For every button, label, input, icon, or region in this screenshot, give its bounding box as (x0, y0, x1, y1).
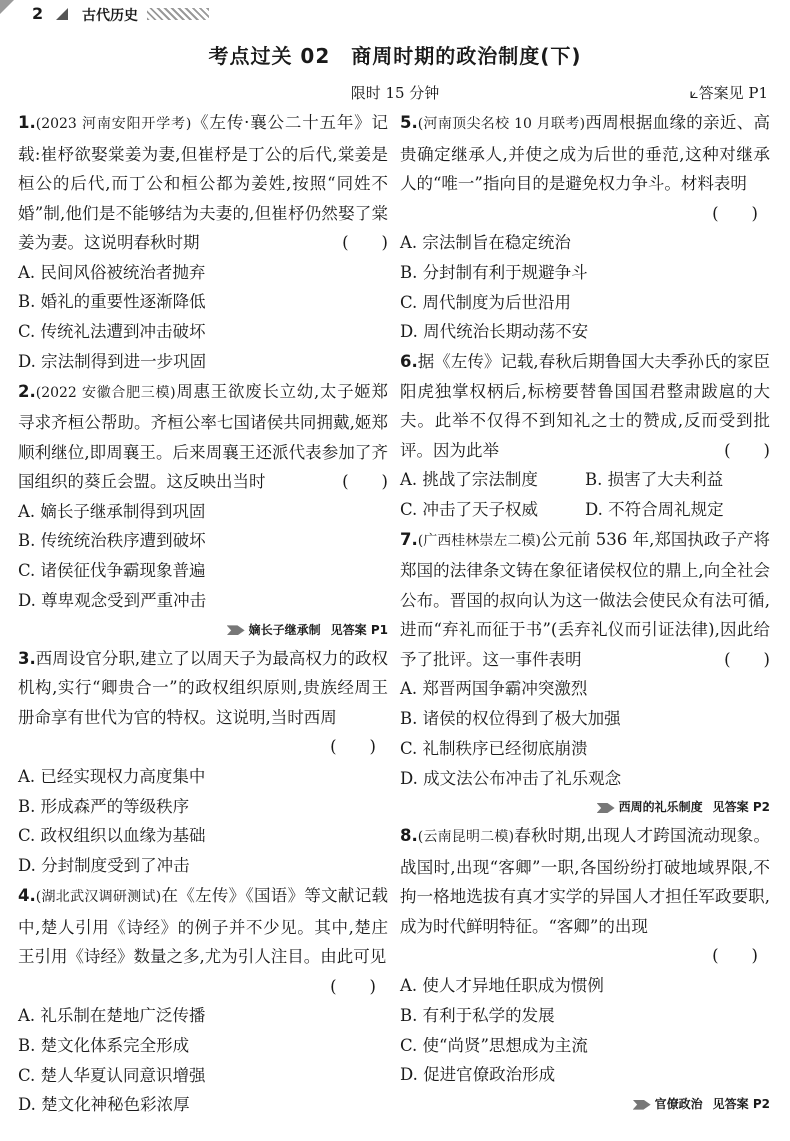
option-b[interactable]: B. 诸侯的权位得到了极大加强 (400, 709, 621, 729)
page-number: 2 (32, 4, 44, 23)
topic-label: 官僚政治 (654, 1097, 703, 1112)
answer-bracket: ( ) (330, 737, 376, 757)
question-source: (湖北武汉调研测试) (35, 889, 162, 906)
answer-reference: ⟀答案见 P1 (689, 84, 768, 102)
question-8 (400, 821, 770, 1115)
question-text: 在《左传》《国语》等文献记载中,楚人引用《诗经》的例子并不少见。其中,楚庄王引用《诗经》数量之多,尤为引人注目。由此可见 (18, 886, 388, 967)
question-6 (400, 347, 770, 525)
option-c[interactable]: C. 传统礼法遭到冲击破坏 (18, 322, 206, 342)
option-d[interactable]: D. 尊卑观念受到严重冲击 (18, 591, 207, 611)
question-text: 西周设官分职,建立了以周天子为最高权力的政权机构,实行“卿贵合一”的政权组织原则,贵族经周王册命享有世代为官的特权。这说明,当时西周 (18, 648, 388, 727)
option-c[interactable]: C. 周代制度为后世沿用 (400, 292, 572, 312)
corner-mark (0, 0, 14, 14)
question-2 (18, 377, 388, 641)
option-b[interactable]: B. 传统统治秩序遭到破坏 (18, 531, 206, 551)
option-b[interactable]: B. 形成森严的等级秩序 (18, 796, 190, 816)
question-number: 2. (18, 381, 36, 401)
option-b[interactable]: B. 婚礼的重要性逐渐降低 (18, 292, 206, 312)
question-source: (云南昆明二模) (417, 829, 515, 846)
question-number: 3. (18, 648, 36, 668)
option-a[interactable]: A. 挑战了宗法制度 (400, 470, 538, 490)
question-5 (400, 108, 770, 347)
answer-bracket: ( ) (724, 649, 770, 669)
section-title: 古代历史 (82, 8, 138, 24)
question-text: 春秋时期,出现人才跨国流动现象。战国时,出现“客卿”一职,各国纷纷打破地域界限,不拘一格地选拔有真才实学的异国人才担任军政要职,成为时代鲜明特征。“客卿”的出现 (400, 826, 770, 936)
right-column (400, 108, 770, 1118)
answer-bracket: ( ) (342, 472, 388, 492)
question-3 (18, 644, 388, 881)
question-text: 据《左传》记载,春秋后期鲁国大夫季孙氏的家臣阳虎独掌权柄后,标榜要替鲁国国君整肃跋扈的大夫。此举不仅得不到知礼之士的赞成,反而受到批评。因为此举 (400, 352, 770, 460)
question-number: 1. (18, 113, 36, 132)
question-number: 7. (400, 529, 418, 549)
option-a[interactable]: A. 宗法制旨在稳定统治 (400, 233, 571, 252)
option-d[interactable]: D. 周代统治长期动荡不安 (400, 322, 589, 342)
option-row (400, 495, 770, 525)
question-number: 6. (400, 352, 418, 372)
time-limit: 限时 15 分钟 (350, 84, 440, 102)
option-d[interactable]: D. 成文法公布冲击了礼乐观念 (400, 768, 622, 788)
page-header (0, 0, 790, 30)
answer-bracket: ( ) (712, 203, 758, 223)
option-a[interactable]: A. 民间风俗被统治者抛弃 (18, 262, 206, 282)
page-title: 考点过关 02 商周时期的政治制度(下) (208, 44, 582, 68)
topic-label: 西周的礼乐制度 (618, 800, 703, 815)
option-c[interactable]: C. 楚人华夏认同意识增强 (18, 1065, 206, 1085)
option-d[interactable]: D. 促进官僚政治形成 (400, 1065, 556, 1085)
topic-tag[interactable] (400, 796, 770, 818)
question-1 (18, 108, 388, 377)
topic-answer-ref: 见答案 P2 (712, 1097, 770, 1112)
question-source: (河南顶尖名校 10 月联考) (417, 116, 586, 132)
answer-bracket: ( ) (342, 233, 388, 252)
answer-bracket: ( ) (724, 440, 770, 460)
question-text: 周惠王欲废长立幼,太子姬郑寻求齐桓公帮助。齐桓公率七国诸侯共同拥戴,姬郑顺利继位,即周襄王。后来周襄王还派代表参加了齐国组织的葵丘会盟。这反映出当时 (18, 381, 388, 492)
question-source: (广西桂林崇左二模) (417, 532, 541, 549)
arrow-icon (633, 1100, 651, 1110)
option-c[interactable]: C. 使“尚贤”思想成为主流 (400, 1035, 588, 1055)
topic-tag[interactable] (18, 619, 388, 641)
question-source: (2022 安徽合肥三模) (35, 384, 176, 401)
option-a[interactable]: A. 礼乐制在楚地广泛传播 (18, 1006, 206, 1026)
topic-tag[interactable] (400, 1093, 770, 1115)
hatch-decoration (147, 8, 209, 20)
answer-bracket: ( ) (330, 976, 376, 996)
option-c[interactable]: C. 诸侯征伐争霸现象普遍 (18, 561, 206, 581)
arrow-icon (227, 625, 245, 635)
option-d[interactable]: D. 宗法制得到进一步巩固 (18, 351, 207, 371)
option-b[interactable]: B. 楚文化体系完全形成 (18, 1035, 190, 1055)
option-b[interactable]: B. 损害了大夫利益 (585, 470, 724, 490)
topic-label: 嫡长子继承制 (248, 622, 321, 637)
question-text: 公元前 536 年,郑国执政子产将郑国的法律条文铸在象征诸侯权位的鼎上,向全社会公布。晋国的叔向认为这一做法会使民众有法可循,进而“弃礼而征于书”(丢弃礼仪而引证法律),因此给予了批评。这一事件表明 (400, 529, 770, 669)
topic-answer-ref: 见答案 P2 (712, 800, 770, 815)
question-source: (2023 河南安阳开学考) (35, 116, 192, 132)
answer-bracket: ( ) (712, 946, 758, 966)
option-d[interactable]: D. 不符合周礼规定 (585, 499, 724, 519)
question-number: 8. (400, 826, 418, 846)
arrow-icon (597, 803, 615, 813)
triangle-icon (56, 8, 68, 20)
left-column (18, 108, 388, 1120)
option-d[interactable]: D. 分封制度受到了冲击 (18, 856, 190, 876)
option-a[interactable]: A. 使人才异地任职成为惯例 (400, 975, 604, 995)
question-number: 4. (18, 886, 36, 906)
option-c[interactable]: C. 礼制秩序已经彻底崩溃 (400, 738, 588, 758)
question-number: 5. (400, 113, 418, 132)
question-text: 《左传·襄公二十五年》记载:崔杼欲娶棠姜为妻,但崔杼是丁公的后代,棠姜是桓公的后代,而丁公和桓公都为姜姓,按照“同姓不婚”制,他们是不能够结为夫妻的,但崔杼仍然娶了棠姜为妻。这说明春秋时期 (18, 113, 388, 252)
option-a[interactable]: A. 郑晋两国争霸冲突激烈 (400, 679, 588, 699)
option-a[interactable]: A. 嫡长子继承制得到巩固 (18, 501, 206, 521)
question-7 (400, 525, 770, 819)
option-d[interactable]: D. 楚文化神秘色彩浓厚 (18, 1095, 190, 1115)
topic-answer-ref: 见答案 P1 (330, 622, 388, 637)
option-c[interactable]: C. 政权组织以血缘为基础 (18, 826, 206, 846)
option-b[interactable]: B. 有利于私学的发展 (400, 1005, 555, 1025)
question-text: 西周根据血缘的亲近、高贵确定继承人,并使之成为后世的垂范,这种对继承人的“唯一”指向目的是避免权力争斗。材料表明 (400, 113, 771, 193)
option-c[interactable]: C. 冲击了天子权威 (400, 499, 539, 519)
question-4 (18, 881, 388, 1120)
option-a[interactable]: A. 已经实现权力高度集中 (18, 766, 206, 786)
option-row (400, 465, 770, 495)
option-b[interactable]: B. 分封制有利于规避争斗 (400, 262, 588, 282)
